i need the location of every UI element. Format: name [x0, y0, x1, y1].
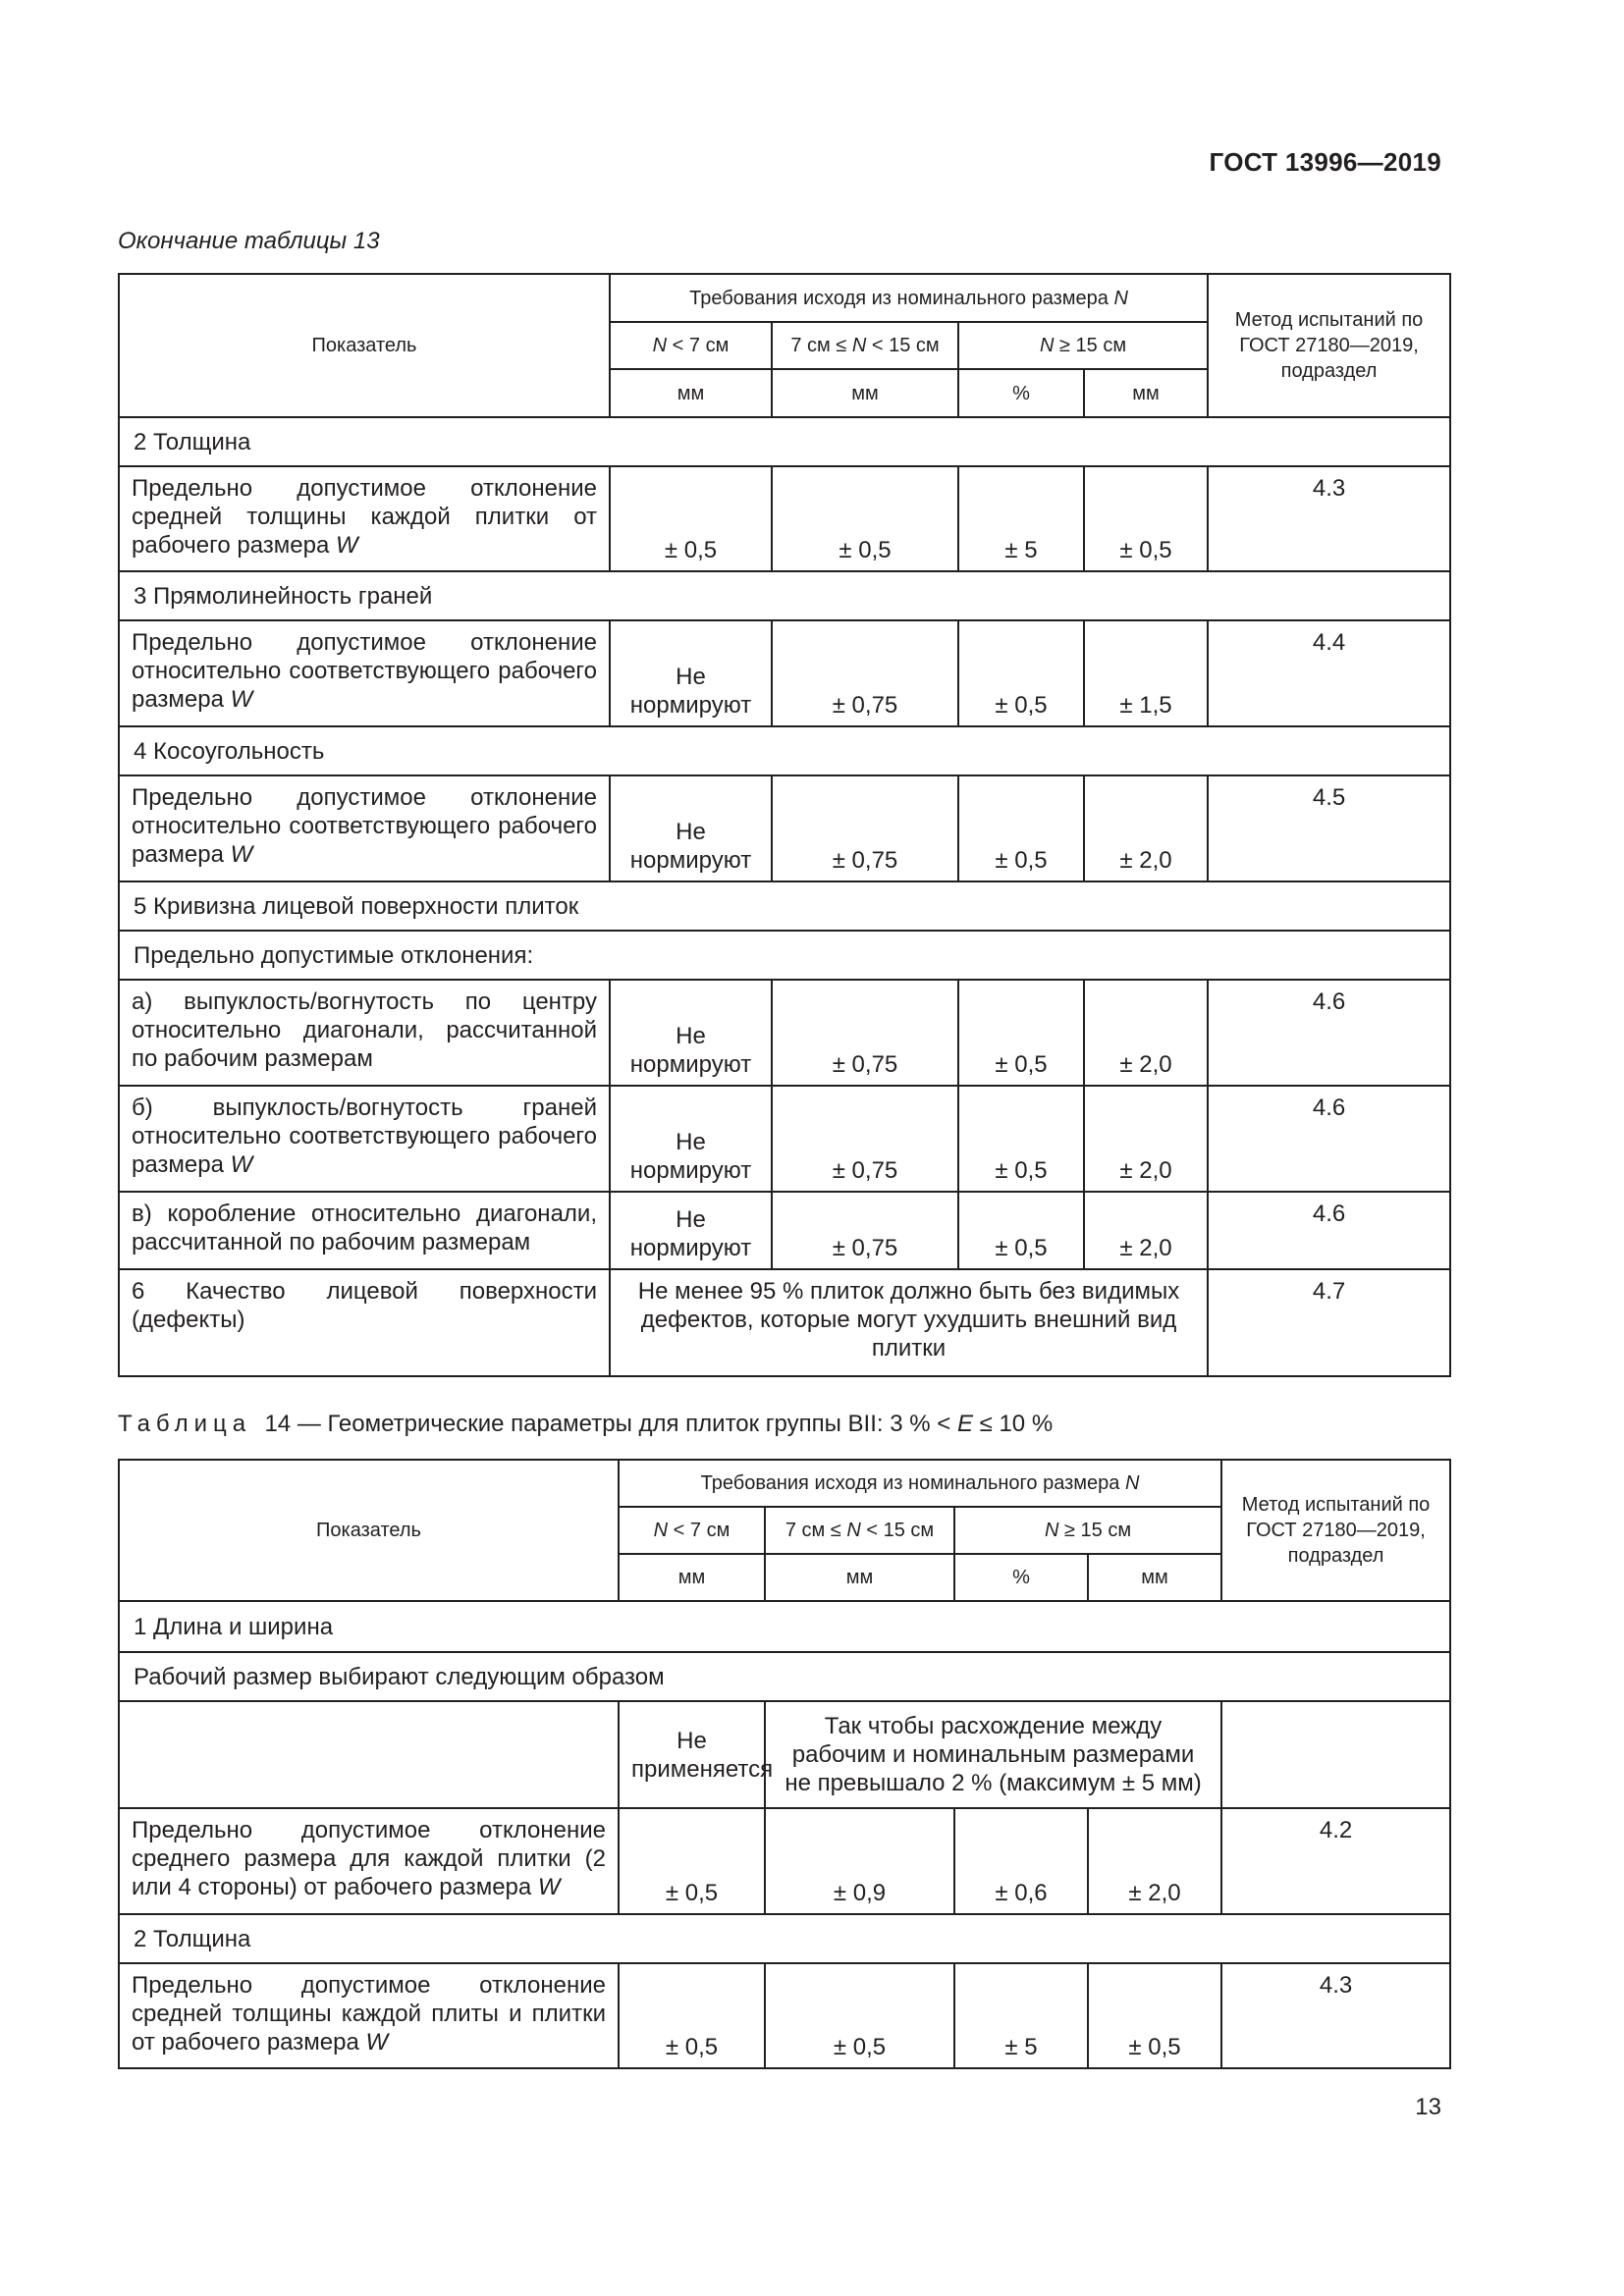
param-cell: Предельно допустимое отклонение средней толщины каждой плитки от рабочего размера W	[119, 466, 610, 571]
value-cell: ± 0,5	[765, 1963, 954, 2068]
section-row	[119, 1652, 1450, 1701]
not-applicable-cell: Не применяется	[619, 1701, 765, 1808]
section-subtitle: Предельно допустимые отклонения:	[119, 931, 1450, 980]
value-cell: ± 2,0	[1088, 1808, 1221, 1914]
header-requirements: Требования исходя из номинального размера N	[619, 1460, 1221, 1507]
header-col-ge15: N ≥ 15 см	[954, 1507, 1221, 1554]
param-cell: Предельно допустимое отклонение среднего размера для каждой плитки (2 или 4 стороны) от рабочего размера W	[119, 1808, 619, 1914]
value-cell: Не нормируют	[610, 980, 772, 1086]
param-cell: б) выпуклость/вогнутость граней относительно соответствующего рабочего размера W	[119, 1086, 610, 1192]
param-cell: а) выпуклость/вогнутость по центру относительно диагонали, рассчитанной по рабочим размерам	[119, 980, 610, 1086]
table-continuation-label: Окончание таблицы 13	[118, 228, 380, 254]
unit-cell: мм	[1084, 369, 1208, 417]
section-row	[119, 571, 1450, 620]
value-cell: ± 0,75	[772, 980, 958, 1086]
method-cell: 4.3	[1221, 1963, 1450, 2068]
method-cell: 4.4	[1208, 620, 1450, 726]
param-cell: Предельно допустимое отклонение средней толщины каждой плиты и плитки от рабочего размера W	[119, 1963, 619, 2068]
value-cell: ± 0,75	[772, 1192, 958, 1269]
section-row	[119, 1914, 1450, 1963]
table-row	[119, 1808, 1450, 1914]
value-cell: ± 5	[958, 466, 1084, 571]
table-14-caption: Таблица 14 — Геометрические параметры для плиток группы BII: 3 % < E ≤ 10 %	[118, 1411, 1054, 1437]
value-cell: ± 0,5	[772, 466, 958, 571]
page-number: 13	[1415, 2094, 1441, 2120]
param-cell: Предельно допустимое отклонение относительно соответствующего рабочего размера W	[119, 775, 610, 881]
unit-cell: мм	[1088, 1554, 1221, 1601]
value-cell: ± 0,5	[1088, 1963, 1221, 2068]
table-14	[118, 1459, 1451, 2069]
table-header-row	[119, 1460, 1450, 1507]
value-cell: ± 0,5	[610, 466, 772, 571]
param-cell: Предельно допустимое отклонение относительно соответствующего рабочего размера W	[119, 620, 610, 726]
value-cell: ± 0,5	[619, 1963, 765, 2068]
value-cell: ± 2,0	[1084, 775, 1208, 881]
method-cell: 4.3	[1208, 466, 1450, 571]
method-cell: 4.6	[1208, 1192, 1450, 1269]
value-cell: ± 0,5	[958, 980, 1084, 1086]
section-subtitle: Рабочий размер выбирают следующим образом	[119, 1652, 1450, 1701]
section-row	[119, 726, 1450, 775]
table-row	[119, 980, 1450, 1086]
table-13	[118, 273, 1451, 1377]
value-cell: Не нормируют	[610, 1086, 772, 1192]
empty-cell	[119, 1701, 619, 1808]
unit-cell: мм	[610, 369, 772, 417]
header-requirements: Требования исходя из номинального размера N	[610, 274, 1208, 322]
param-cell: 6 Качество лицевой поверхности (дефекты)	[119, 1269, 610, 1376]
header-col-lt7: N < 7 см	[619, 1507, 765, 1554]
section-row	[119, 881, 1450, 931]
section-title: 4 Косоугольность	[119, 726, 1450, 775]
value-cell: ± 2,0	[1084, 1086, 1208, 1192]
section-title: 5 Кривизна лицевой поверхности плиток	[119, 881, 1450, 931]
value-cell: Не нормируют	[610, 775, 772, 881]
section-title: 1 Длина и ширина	[119, 1601, 1450, 1652]
method-cell: 4.7	[1208, 1269, 1450, 1376]
value-cell: ± 0,5	[619, 1808, 765, 1914]
unit-cell: мм	[772, 369, 958, 417]
value-cell: ± 2,0	[1084, 1192, 1208, 1269]
value-cell: ± 0,75	[772, 775, 958, 881]
value-cell: ± 0,9	[765, 1808, 954, 1914]
section-row	[119, 417, 1450, 466]
value-cell: Не нормируют	[610, 1192, 772, 1269]
section-row	[119, 1601, 1450, 1652]
table-row	[119, 1701, 1450, 1808]
table-row	[119, 620, 1450, 726]
table-row	[119, 1086, 1450, 1192]
value-cell: ± 5	[954, 1963, 1088, 2068]
section-title: 2 Толщина	[119, 1914, 1450, 1963]
value-cell: ± 0,5	[1084, 466, 1208, 571]
value-cell: ± 0,6	[954, 1808, 1088, 1914]
section-row	[119, 931, 1450, 980]
empty-cell	[1221, 1701, 1450, 1808]
header-col-7-15: 7 см ≤ N < 15 см	[772, 322, 958, 369]
header-col-ge15: N ≥ 15 см	[958, 322, 1208, 369]
method-cell: 4.2	[1221, 1808, 1450, 1914]
unit-cell: мм	[619, 1554, 765, 1601]
value-cell: ± 0,5	[958, 1086, 1084, 1192]
header-indicator: Показатель	[119, 274, 610, 417]
table-header-row	[119, 274, 1450, 322]
value-cell: ± 0,5	[958, 775, 1084, 881]
value-cell: ± 0,75	[772, 620, 958, 726]
unit-cell: %	[954, 1554, 1088, 1601]
header-method: Метод испытаний по ГОСТ 27180—2019, подраздел	[1221, 1460, 1450, 1601]
value-cell: Не нормируют	[610, 620, 772, 726]
table-row	[119, 466, 1450, 571]
method-cell: 4.5	[1208, 775, 1450, 881]
header-col-7-15: 7 см ≤ N < 15 см	[765, 1507, 954, 1554]
section-title: 2 Толщина	[119, 417, 1450, 466]
value-cell: ± 1,5	[1084, 620, 1208, 726]
table-row	[119, 1269, 1450, 1376]
table-row	[119, 1192, 1450, 1269]
working-size-rule-cell: Так чтобы расхождение между рабочим и номинальным размерами не превышало 2 % (максимум ± 5 мм)	[765, 1701, 1221, 1808]
quality-requirement-cell: Не менее 95 % плиток должно быть без видимых дефектов, которые могут ухудшить внешний вид плитки	[610, 1269, 1208, 1376]
document-code: ГОСТ 13996—2019	[1209, 147, 1441, 177]
header-method: Метод испытаний по ГОСТ 27180—2019, подраздел	[1208, 274, 1450, 417]
unit-cell: мм	[765, 1554, 954, 1601]
header-indicator: Показатель	[119, 1460, 619, 1601]
param-cell: в) коробление относительно диагонали, рассчитанной по рабочим размерам	[119, 1192, 610, 1269]
table-row	[119, 775, 1450, 881]
section-title: 3 Прямолинейность граней	[119, 571, 1450, 620]
table-row	[119, 1963, 1450, 2068]
value-cell: ± 0,75	[772, 1086, 958, 1192]
value-cell: ± 0,5	[958, 1192, 1084, 1269]
header-col-lt7: N < 7 см	[610, 322, 772, 369]
value-cell: ± 2,0	[1084, 980, 1208, 1086]
unit-cell: %	[958, 369, 1084, 417]
value-cell: ± 0,5	[958, 620, 1084, 726]
method-cell: 4.6	[1208, 1086, 1450, 1192]
method-cell: 4.6	[1208, 980, 1450, 1086]
